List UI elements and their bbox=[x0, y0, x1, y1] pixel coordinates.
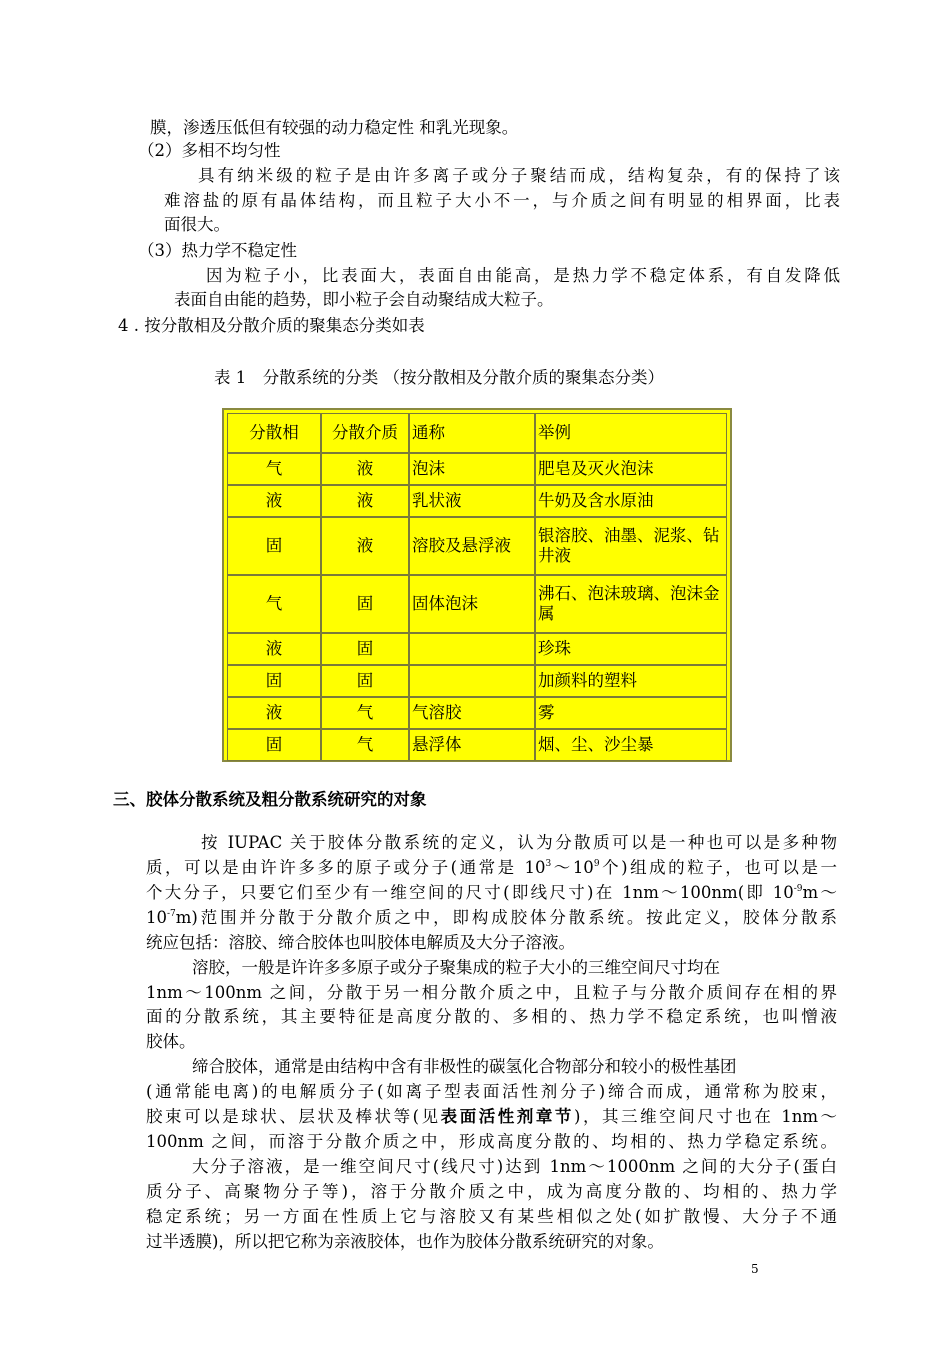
table-cell: 固 bbox=[227, 665, 321, 697]
table-cell: 固 bbox=[321, 665, 409, 697]
table-row bbox=[227, 633, 727, 665]
list-item-4: 4 . 按分散相及分散介质的聚集态分类如表 bbox=[118, 316, 425, 335]
para-line: 质分子、高聚物分子等)，溶于分散介质之中，成为高度分散的、均相的、热力学 bbox=[146, 1182, 837, 1201]
page-number: 5 bbox=[751, 1262, 759, 1276]
table-cell: 固 bbox=[227, 729, 321, 761]
table-cell: 液 bbox=[321, 517, 409, 575]
table-cell: 液 bbox=[227, 633, 321, 665]
header-cell: 分散相 bbox=[227, 413, 321, 453]
para-line: 大分子溶液，是一维空间尺寸(线尺寸)达到 1nm～1000nm 之间的大分子(蛋白 bbox=[192, 1157, 837, 1176]
header-cell: 分散介质 bbox=[321, 413, 409, 453]
para-line: 过半透膜)，所以把它称为亲液胶体，也作为胶体分散系统研究的对象。 bbox=[146, 1232, 664, 1251]
para-line: 具有纳米级的粒子是由许多离子或分子聚结而成，结构复杂，有的保持了该 bbox=[198, 166, 840, 185]
table-caption: 表 1 分散系统的分类 （按分散相及分散介质的聚集态分类） bbox=[214, 368, 664, 387]
table-row bbox=[227, 729, 727, 761]
table-row bbox=[227, 665, 727, 697]
table-cell: 雾 bbox=[535, 697, 727, 729]
para-line: 膜，渗透压低但有较强的动力稳定性 和乳光现象。 bbox=[150, 118, 519, 137]
para-line: 100nm 之间，而溶于分散介质之中，形成高度分散的、均相的、热力学稳定系统。 bbox=[146, 1132, 837, 1151]
header-cell: 通称 bbox=[409, 413, 535, 453]
para-line: $10^{-7}m$)范围并分散于分散介质之中，即构成胶体分散系统。按此定义，胶体分散系 bbox=[146, 908, 837, 927]
header-cell: 举例 bbox=[535, 413, 727, 453]
table-cell: 气 bbox=[227, 453, 321, 485]
para-line: 统应包括：溶胶、缔合胶体也叫胶体电解质及大分子溶液。 bbox=[146, 933, 575, 952]
table-cell: 固 bbox=[321, 575, 409, 633]
table-row bbox=[227, 697, 727, 729]
subheading-multiphase: （2）多相不均匀性 bbox=[138, 141, 281, 160]
table-row bbox=[227, 485, 727, 517]
table-cell: 气 bbox=[321, 697, 409, 729]
table-cell: 气溶胶 bbox=[409, 697, 535, 729]
table-cell bbox=[409, 633, 535, 665]
table-cell: 固体泡沫 bbox=[409, 575, 535, 633]
table-cell: 乳状液 bbox=[409, 485, 535, 517]
para-line: 个大分子，只要它们至少有一维空间的尺寸(即线尺寸)在 1nm～100nm(即 $10^{-9}m\sim$ bbox=[146, 883, 837, 902]
para-line: 稳定系统；另一方面在性质上它与溶胶又有某些相似之处(如扩散慢、大分子不通 bbox=[146, 1207, 837, 1226]
table-cell: 沸石、泡沫玻璃、泡沫金属 bbox=[535, 575, 727, 633]
para-line: 因为粒子小，比表面大，表面自由能高，是热力学不稳定体系，有自发降低 bbox=[206, 266, 840, 285]
table-cell: 泡沫 bbox=[409, 453, 535, 485]
table-row bbox=[227, 453, 727, 485]
table-cell: 肥皂及灭火泡沫 bbox=[535, 453, 727, 485]
section-heading: 三、胶体分散系统及粗分散系统研究的对象 bbox=[113, 790, 427, 809]
table-row bbox=[227, 517, 727, 575]
para-line: 难溶盐的原有晶体结构，而且粒子大小不一，与介质之间有明显的相界面，比表 bbox=[164, 191, 840, 210]
table-cell: 固 bbox=[227, 517, 321, 575]
table-cell: 银溶胶、油墨、泥浆、钻井液 bbox=[535, 517, 727, 575]
classification-table bbox=[222, 408, 732, 762]
para-line: 质，可以是由许许多多的原子或分子(通常是 $10^3\sim 10^9$个)组成的粒子，也可以是一 bbox=[146, 858, 837, 877]
table-cell: 溶胶及悬浮液 bbox=[409, 517, 535, 575]
table-cell: 液 bbox=[227, 485, 321, 517]
table-cell: 烟、尘、沙尘暴 bbox=[535, 729, 727, 761]
table-cell: 悬浮体 bbox=[409, 729, 535, 761]
para-line: 面很大。 bbox=[164, 215, 230, 234]
para-line: 面的分散系统，其主要特征是高度分散的、多相的、热力学不稳定系统，也叫憎液 bbox=[146, 1007, 837, 1026]
subheading-thermo: （3）热力学不稳定性 bbox=[138, 241, 297, 260]
table-cell: 牛奶及含水原油 bbox=[535, 485, 727, 517]
para-line: 缔合胶体，通常是由结构中含有非极性的碳氢化合物部分和较小的极性基团 bbox=[192, 1057, 737, 1076]
table-cell: 液 bbox=[321, 453, 409, 485]
table-cell: 固 bbox=[321, 633, 409, 665]
table-cell: 气 bbox=[227, 575, 321, 633]
para-line: (通常能电离)的电解质分子(如离子型表面活性剂分子)缔合而成，通常称为胶束， bbox=[146, 1082, 837, 1101]
table-cell: 气 bbox=[321, 729, 409, 761]
table-cell bbox=[409, 665, 535, 697]
table-row bbox=[227, 575, 727, 633]
para-line: 胶体。 bbox=[146, 1032, 196, 1051]
para-line: 按 IUPAC 关于胶体分散系统的定义，认为分散质可以是一种也可以是多种物 bbox=[201, 833, 837, 852]
para-line: 1nm～100nm 之间，分散于另一相分散介质之中，且粒子与分散介质间存在相的界 bbox=[146, 983, 837, 1002]
table-cell: 液 bbox=[321, 485, 409, 517]
para-line: 表面自由能的趋势，即小粒子会自动聚结成大粒子。 bbox=[174, 290, 554, 309]
table-cell: 珍珠 bbox=[535, 633, 727, 665]
table-cell: 液 bbox=[227, 697, 321, 729]
table-cell: 加颜料的塑料 bbox=[535, 665, 727, 697]
para-line: 溶胶，一般是许许多多原子或分子聚集成的粒子大小的三维空间尺寸均在 bbox=[192, 958, 720, 977]
para-line: 胶束可以是球状、层状及棒状等(见表面活性剂章节)，其三维空间尺寸也在 1nm～ bbox=[146, 1107, 838, 1126]
bold-reference: 表面活性剂章节 bbox=[440, 1107, 574, 1126]
table-header-row bbox=[227, 413, 727, 453]
